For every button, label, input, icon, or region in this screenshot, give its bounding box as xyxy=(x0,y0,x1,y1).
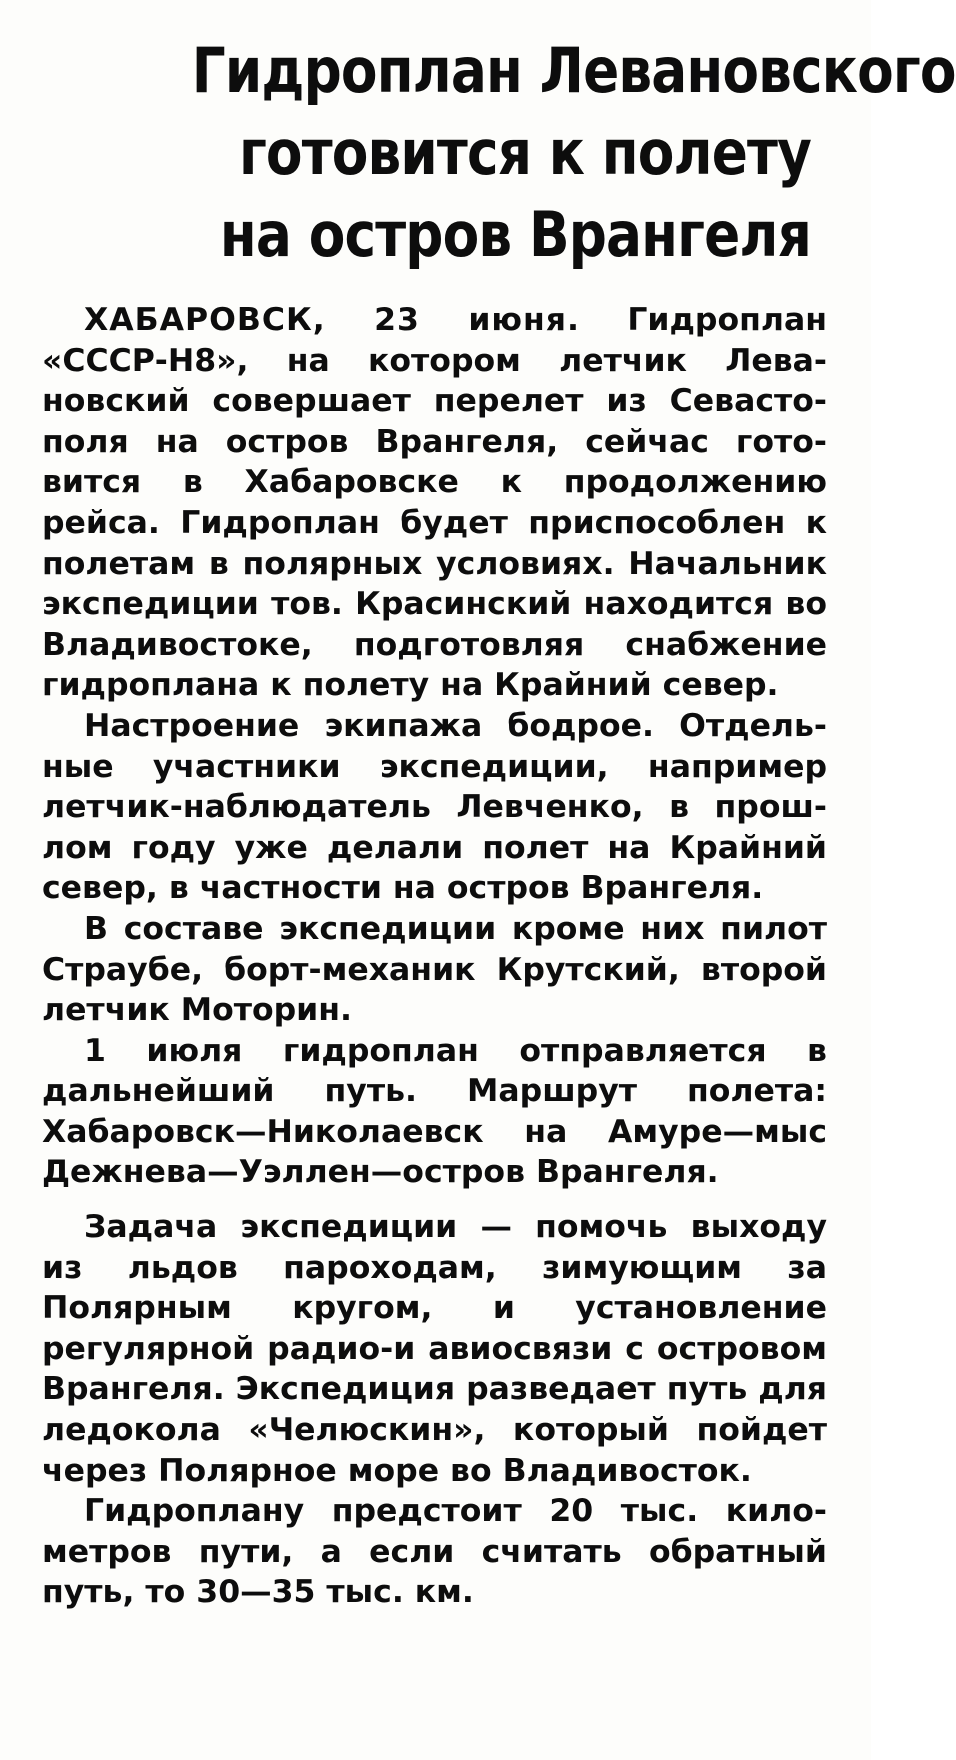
headline-line-3: на остров Врангеля xyxy=(219,198,811,271)
headline xyxy=(191,30,956,276)
paragraph-5: Задача экспедиции — помочь выходу из льдов пароходам, зимующим за Полярным кругом, и установление регулярной радио-и авиосвязи с островом Врангеля. Экспедиция разведает путь для ледокола «Челюскин», который пойдет через Полярное море во Владивосток. xyxy=(42,1209,827,1489)
paragraph-3: В составе экспедиции кроме них пилот Страубе, борт-механик Крутский, второй летчик Моторин. xyxy=(42,910,827,1029)
article-body xyxy=(42,300,827,1613)
headline-line-2: готовится к полету xyxy=(238,116,812,189)
paragraph-1-text: Гидроплан «СССР-Н8», на котором летчик Левановский совершает перелет из Севастополя на остров Врангеля, сейчас готовится в Хабаровске к продолжению рейса. Гидроплан будет приспособлен к полетам в полярных условиях. Начальник экспедиции тов. Красинский находится во Владивостоке, подготовляя снабжение гидроплана к полету на Крайний север. xyxy=(42,302,827,704)
paragraph-2: Настроение экипажа бодрое. Отдельные участники экспедиции, например летчик-наблюдатель Левченко, в прошлом году уже делали полет на Крайний север, в частности на остров Врангеля. xyxy=(42,707,827,907)
paragraph-1 xyxy=(42,300,827,706)
headline-line-1: Гидроплан Левановского xyxy=(191,34,956,107)
paragraph-4: 1 июля гидроплан отправляется в дальнейший путь. Маршрут полета: Хабаровск—Николаевск на Амуре—мыс Дежнева—Уэллен—остров Врангеля. xyxy=(42,1032,827,1191)
paragraph-6: Гидроплану предстоит 20 тыс. километров пути, а если считать обратный путь, то 30—35 тыс. км. xyxy=(42,1493,827,1611)
dateline: ХАБАРОВСК, 23 июня. xyxy=(84,302,580,338)
